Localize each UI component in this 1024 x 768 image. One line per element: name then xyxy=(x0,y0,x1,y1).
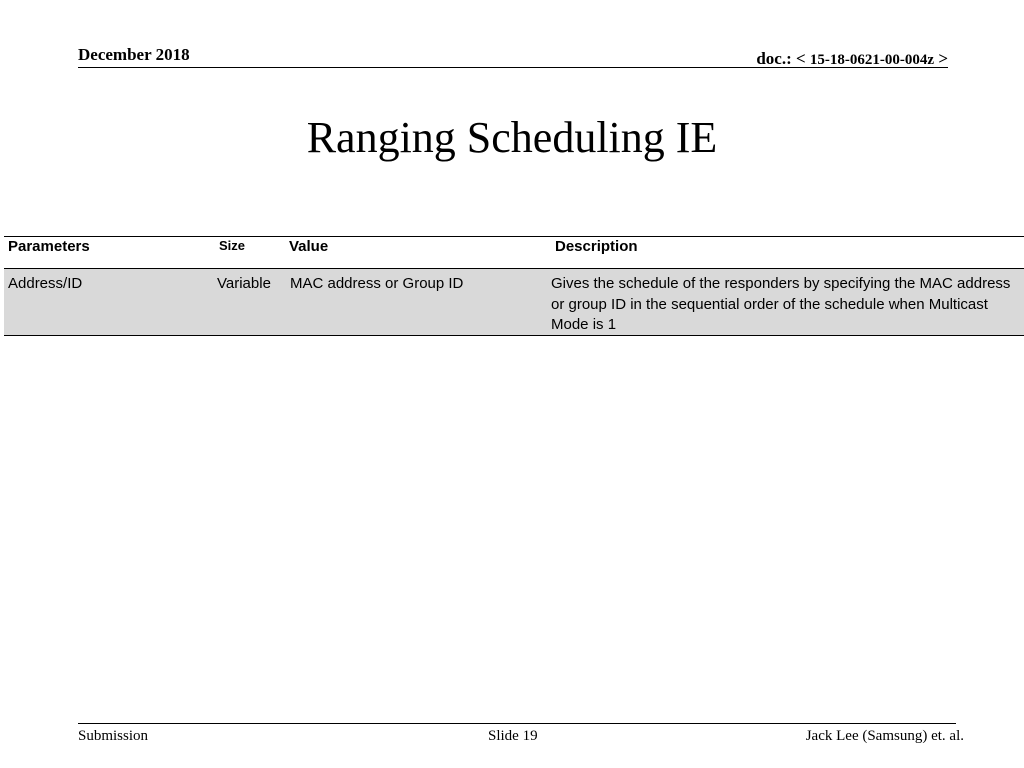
header-size: Size xyxy=(219,238,246,253)
cell-parameters: Address/ID xyxy=(8,275,83,292)
cell-value: MAC address or Group ID xyxy=(290,275,464,292)
footer-divider xyxy=(78,723,956,724)
header-parameters: Parameters xyxy=(8,238,90,255)
doc-close: > xyxy=(938,49,948,68)
table-row xyxy=(4,269,1024,336)
doc-number: 15-18-0621-00-004z xyxy=(809,52,935,68)
cell-description: Gives the schedule of the responders by specifying the MAC address or group ID in the sequential order of the schedule when Multicast Mode is 1 xyxy=(551,275,1011,333)
footer-author: Jack Lee (Samsung) et. al. xyxy=(805,728,964,744)
header-divider xyxy=(78,67,948,68)
header-description: Description xyxy=(555,238,638,255)
cell-size: Variable xyxy=(217,275,271,292)
slide-title: Ranging Scheduling IE xyxy=(306,113,718,162)
header-doc-id xyxy=(756,49,948,69)
parameter-table xyxy=(4,236,1024,336)
footer-slide-number: Slide 19 xyxy=(488,728,538,744)
header-value: Value xyxy=(289,238,329,255)
table-header-row xyxy=(4,236,1024,269)
footer-submission: Submission xyxy=(78,728,149,744)
doc-label: doc.: < xyxy=(756,49,806,68)
header-date: December 2018 xyxy=(78,45,190,64)
